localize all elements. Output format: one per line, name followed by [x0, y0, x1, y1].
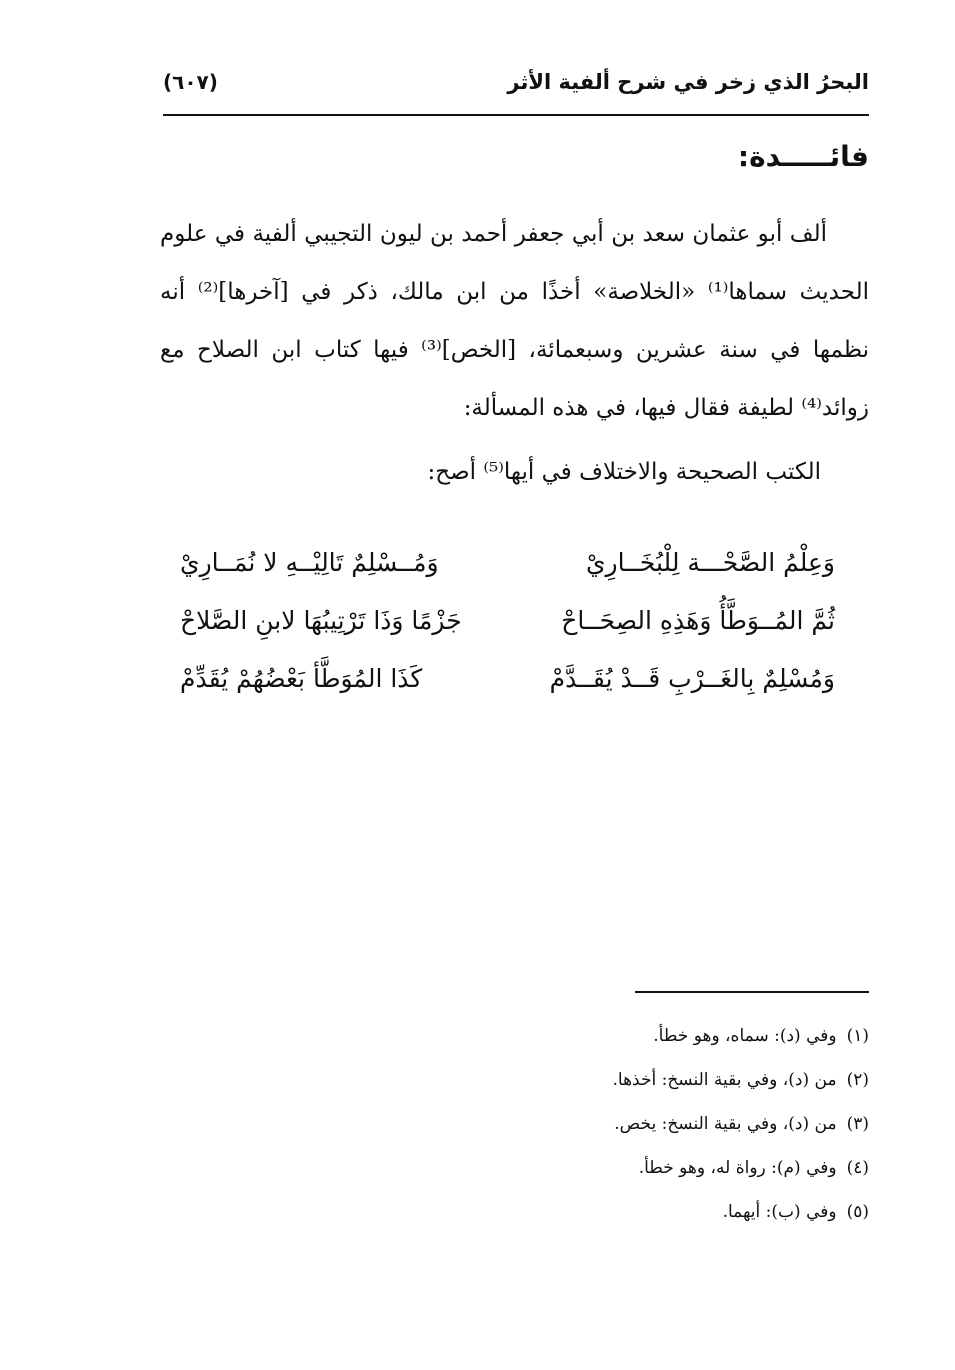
- poem: [180, 548, 835, 722]
- poem-verse: [180, 664, 835, 722]
- body-paragraph: ألف أبو عثمان سعد بن أبي جعفر أحمد بن ليون التجيبي ألفية في علوم الحديث سماها⁽¹⁾ «الخلاصة» أخذًا من ابن مالك، ذكر في [آخرها]⁽²⁾ أنه نظمها في سنة عشرين وسبعمائة، [الخص]⁽³⁾ فيها كتاب ابن الصلاح مع زوائد⁽⁴⁾ لطيفة فقال فيها، في هذه المسألة:: [160, 221, 870, 421]
- footnote-number: (١): [846, 1026, 869, 1046]
- footnote: [613, 1146, 870, 1190]
- poem-intro-line: الكتب الصحيحة والاختلاف في أيها⁽⁵⁾ أصح:: [427, 459, 821, 485]
- poem-verse: [180, 606, 835, 664]
- verse-second-hemistich: جَزْمًا وَذَا تَرْتِيبُهَا لابنِ الصَّلاحْ: [180, 606, 462, 635]
- footnote-number: (٤): [846, 1158, 869, 1178]
- page-header: [163, 66, 869, 110]
- header-rule: [163, 114, 869, 116]
- footnote: [613, 1102, 870, 1146]
- footnote: [613, 1058, 870, 1102]
- section-heading: فائـــــدة:: [737, 140, 869, 173]
- footnote: [613, 1190, 870, 1234]
- footnote-rule: [635, 991, 869, 993]
- footnote-text: وفي (د): سماه، وهو خطأ.: [653, 1026, 837, 1046]
- page-number: (٦٠٧): [163, 70, 218, 94]
- footnotes: [613, 1014, 870, 1234]
- verse-first-hemistich: وَعِلْمُ الصَّحْـــة لِلْبُخَــارِيْ: [585, 548, 835, 577]
- footnote: [613, 1014, 870, 1058]
- poem-verse: [180, 548, 835, 606]
- footnote-text: من (د)، وفي بقية النسخ: يخص.: [614, 1114, 837, 1134]
- verse-second-hemistich: كَذَا المُوَطَّأ بَعْضُهُمْ يُقَدِّمْ: [180, 664, 423, 693]
- verse-second-hemistich: وَمُــسْلِمٌ تَالِيْــهِ لا نُمَــارِيْ: [180, 548, 439, 577]
- body-paragraph-block: [160, 205, 869, 437]
- footnote-text: وفي (م): رواة له، وهو خطأ.: [638, 1158, 837, 1178]
- running-title: البحرُ الذي زخر في شرح ألفية الأثر: [507, 70, 869, 94]
- footnote-text: من (د)، وفي بقية النسخ: أخذها.: [612, 1070, 837, 1090]
- verse-first-hemistich: وَمُسْلِمٌ بِالغَــرْبِ قَــدْ يُقَــدَّمْ: [549, 664, 835, 693]
- footnote-number: (٢): [846, 1070, 869, 1090]
- footnote-number: (٥): [846, 1202, 869, 1222]
- verse-first-hemistich: ثُمَّ المُــوَطَّأُ وَهَذِهِ الصِحَــاحْ: [561, 606, 835, 635]
- footnote-text: وفي (ب): أيهما.: [722, 1202, 837, 1222]
- footnote-number: (٣): [846, 1114, 869, 1134]
